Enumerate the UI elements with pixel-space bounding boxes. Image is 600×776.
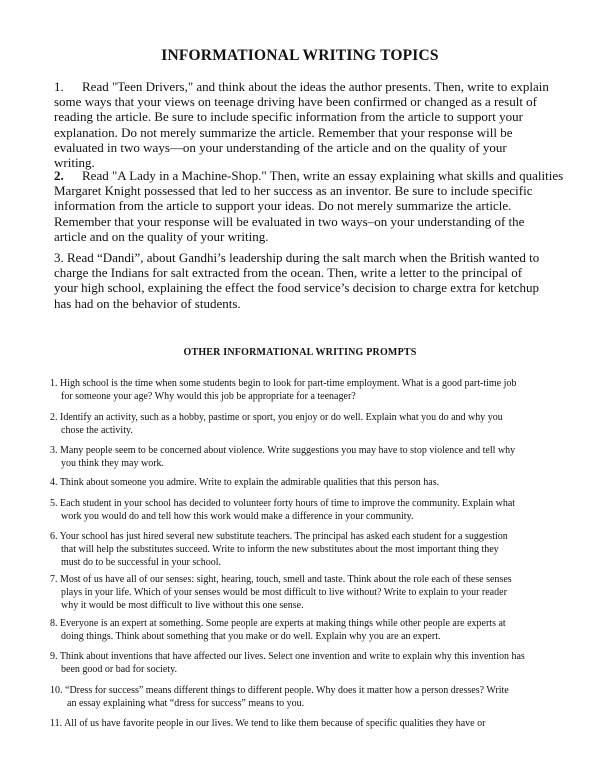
topic-line: Read "Teen Drivers," and think about the ideas the author presents. Then, write to explain xyxy=(82,79,549,94)
prompt-item xyxy=(50,476,439,489)
topic-line: explanation. Do not merely summarize the article. Remember that your response will be xyxy=(54,124,513,140)
prompt-line: 4. Think about someone you admire. Write to explain the admirable qualities that this person has. xyxy=(50,477,440,488)
prompt-line: plays in your life. Which of your senses would be most difficult to live without? Write to explain to your reader xyxy=(61,587,507,598)
topic-line: charge the Indians for salt extracted from the ocean. Then, write a letter to the principal of xyxy=(54,265,523,281)
topic-line: your high school, explaining the effect the food service’s decision to charge extra for ketchup xyxy=(54,280,540,296)
prompt-line: 9. Think about inventions that have affected our lives. Select one invention and write to explain why this invention has xyxy=(50,651,525,662)
prompt-item xyxy=(50,411,503,437)
prompt-line: that will help the substitutes succeed. Write to inform the new substitutes about the most important thing they xyxy=(61,544,499,555)
prompt-line: 6. Your school has just hired several new substitute teachers. The principal has asked each student for a suggestion xyxy=(50,531,508,542)
page-title: INFORMATIONAL WRITING TOPICS xyxy=(161,47,439,64)
topic-number: 3. xyxy=(54,250,64,265)
topic-line: has had on the behavior of students. xyxy=(54,295,241,311)
prompt-line: an essay explaining what “dress for success” means to you. xyxy=(67,698,305,709)
prompt-line: must do to be successful in your school. xyxy=(61,557,221,568)
topic-text xyxy=(54,168,574,244)
topic-line: Read “Dandi”, about Gandhi’s leadership during the salt march when the British wanted to xyxy=(67,250,540,265)
prompt-line: 2. Identify an activity, such as a hobby, pastime or sport, you enjoy or do well. Explain what you do and why you xyxy=(50,412,503,423)
topic-line: Margaret Knight possessed that led to her success as an inventor. Be sure to include specific xyxy=(54,183,533,199)
prompt-line: 3. Many people seem to be concerned about violence. Write suggestions you may have to stop violence and tell why xyxy=(50,445,516,456)
prompt-line: doing things. Think about something that you make or do well. Explain why you are an expert. xyxy=(61,631,441,642)
prompt-item xyxy=(50,497,515,523)
prompt-item xyxy=(50,650,525,676)
section-subtitle: OTHER INFORMATIONAL WRITING PROMPTS xyxy=(183,347,417,358)
prompt-line: 8. Everyone is an expert at something. Some people are experts at making things while other people are experts at xyxy=(50,618,506,629)
prompt-line: chose the activity. xyxy=(61,425,133,436)
prompt-line: 10. “Dress for success” means different things to different people. Why does it matter how a person dresses? Write xyxy=(50,685,509,696)
prompt-item xyxy=(50,717,485,730)
prompt-item xyxy=(50,377,516,403)
topic-line: Read "A Lady in a Machine-Shop." Then, write an essay explaining what skills and qualities xyxy=(82,168,564,183)
topic-text xyxy=(54,79,574,171)
prompt-line: 11. All of us have favorite people in our lives. We tend to like them because of specific qualities they have or xyxy=(50,718,486,729)
prompt-item xyxy=(50,530,508,569)
topic-number: 1. xyxy=(54,79,64,94)
prompt-item xyxy=(50,444,515,470)
topic-line: some ways that your views on teenage driving have been confirmed or changed as a result of xyxy=(54,94,538,110)
prompt-line: 7. Most of us have all of our senses: sight, hearing, touch, smell and taste. Think about the role each of these senses xyxy=(50,574,512,585)
topic-line: Remember that your response will be evaluated in two ways–on your understanding of the xyxy=(54,213,525,229)
topic-line: article and on the quality of your writing. xyxy=(54,228,269,244)
prompt-line: 1. High school is the time when some students begin to look for part-time employment. What is a good part-time job xyxy=(50,378,517,389)
prompt-item xyxy=(50,573,512,612)
prompt-line: 5. Each student in your school has decided to volunteer forty hours of time to improve the community. Explain what xyxy=(50,498,516,509)
topic-number: 2. xyxy=(54,168,64,183)
prompt-item xyxy=(50,617,506,643)
prompt-item xyxy=(50,684,509,710)
prompt-line: why it would be most difficult to live without this one sense. xyxy=(61,600,304,611)
topic-line: writing. xyxy=(54,155,95,171)
topic-line: evaluated in two ways—on your understanding of the article and on the quality of your xyxy=(54,139,507,155)
prompt-line: been good or bad for society. xyxy=(61,664,177,675)
prompt-line: for someone your age? Why would this job be appropriate for a teenager? xyxy=(61,391,356,402)
prompt-line: you think they may work. xyxy=(61,458,165,469)
prompt-line: work you would do and tell how this work would make a difference in your community. xyxy=(61,511,414,522)
topic-text xyxy=(54,250,574,311)
topic-line: information from the article to support your ideas. Do not merely summarize the article. xyxy=(54,198,512,214)
topic-line: reading the article. Be sure to include specific information from the article to support your xyxy=(54,109,523,125)
